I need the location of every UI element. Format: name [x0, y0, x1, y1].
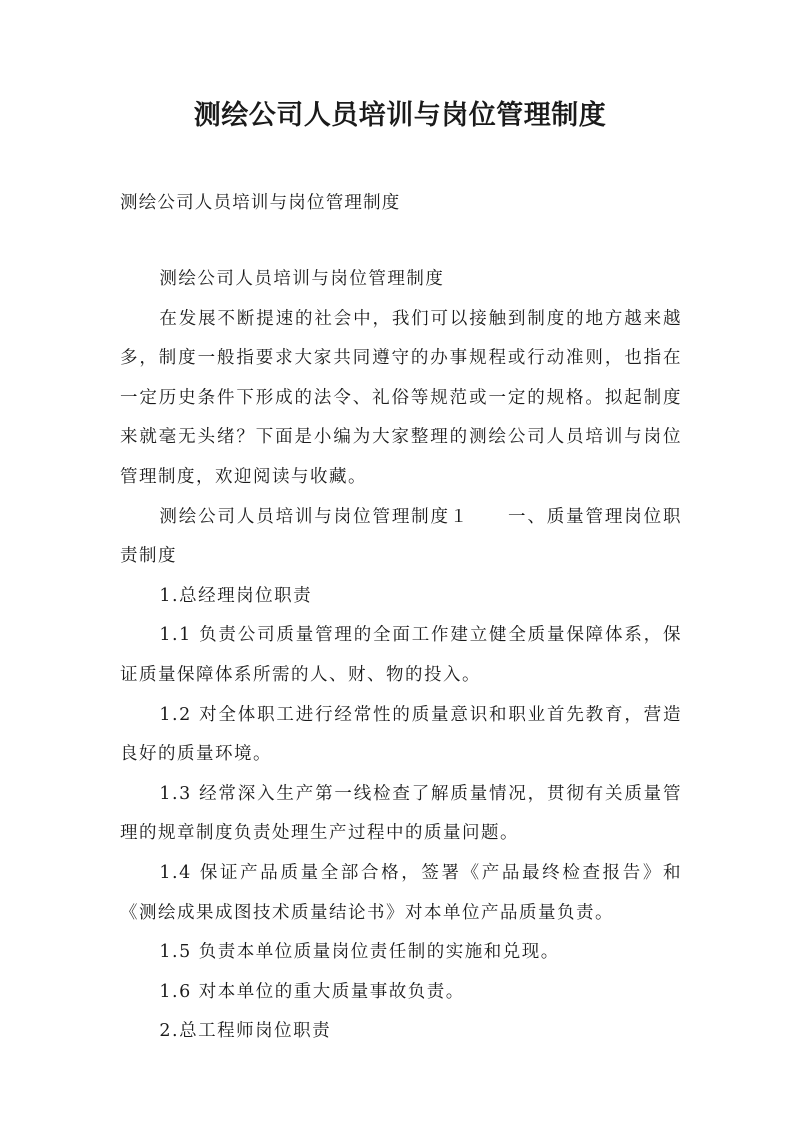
document-title: 测绘公司人员培训与岗位管理制度 [193, 100, 607, 131]
paragraph: 测绘公司人员培训与岗位管理制度 [159, 269, 445, 289]
document-body [120, 260, 682, 1052]
paragraph: 在发展不断提速的社会中，我们可以接触到制度的地方越来越多，制度一般指要求大家共同遵守的办事规程或行动准则，也指在一定历史条件下形成的法令、礼俗等规范或一定的规格。拟起制度来就毫无头绪？下面是小编为大家整理的测绘公司人员培训与岗位管理制度，欢迎阅读与收藏。 [120, 308, 682, 487]
paragraph: 1.4 保证产品质量全部合格，签署《产品最终检查报告》和《测绘成果成图技术质量结论书》对本单位产品质量负责。 [120, 862, 682, 923]
paragraph: 测绘公司人员培训与岗位管理制度１ 一、质量管理岗位职责制度 [120, 506, 682, 567]
paragraph: 1.6 对本单位的重大质量事故负责。 [159, 981, 465, 1002]
document-subtitle: 测绘公司人员培训与岗位管理制度 [120, 193, 401, 213]
paragraph: 1.5 负责本单位质量岗位责任制的实施和兑现。 [159, 942, 560, 963]
section-heading: 2.总工程师岗位职责 [159, 1021, 332, 1042]
paragraph: 1.2 对全体职工进行经常性的质量意识和职业首先教育，营造良好的质量环境。 [120, 704, 682, 765]
paragraph: 1.1 负责公司质量管理的全面工作建立健全质量保障体系，保证质量保障体系所需的人、财、物的投入。 [120, 625, 682, 685]
section-heading: 1.总经理岗位职责 [159, 585, 313, 606]
paragraph: 1.3 经常深入生产第一线检查了解质量情况，贯彻有关质量管理的规章制度负责处理生产过程中的质量问题。 [120, 783, 682, 844]
